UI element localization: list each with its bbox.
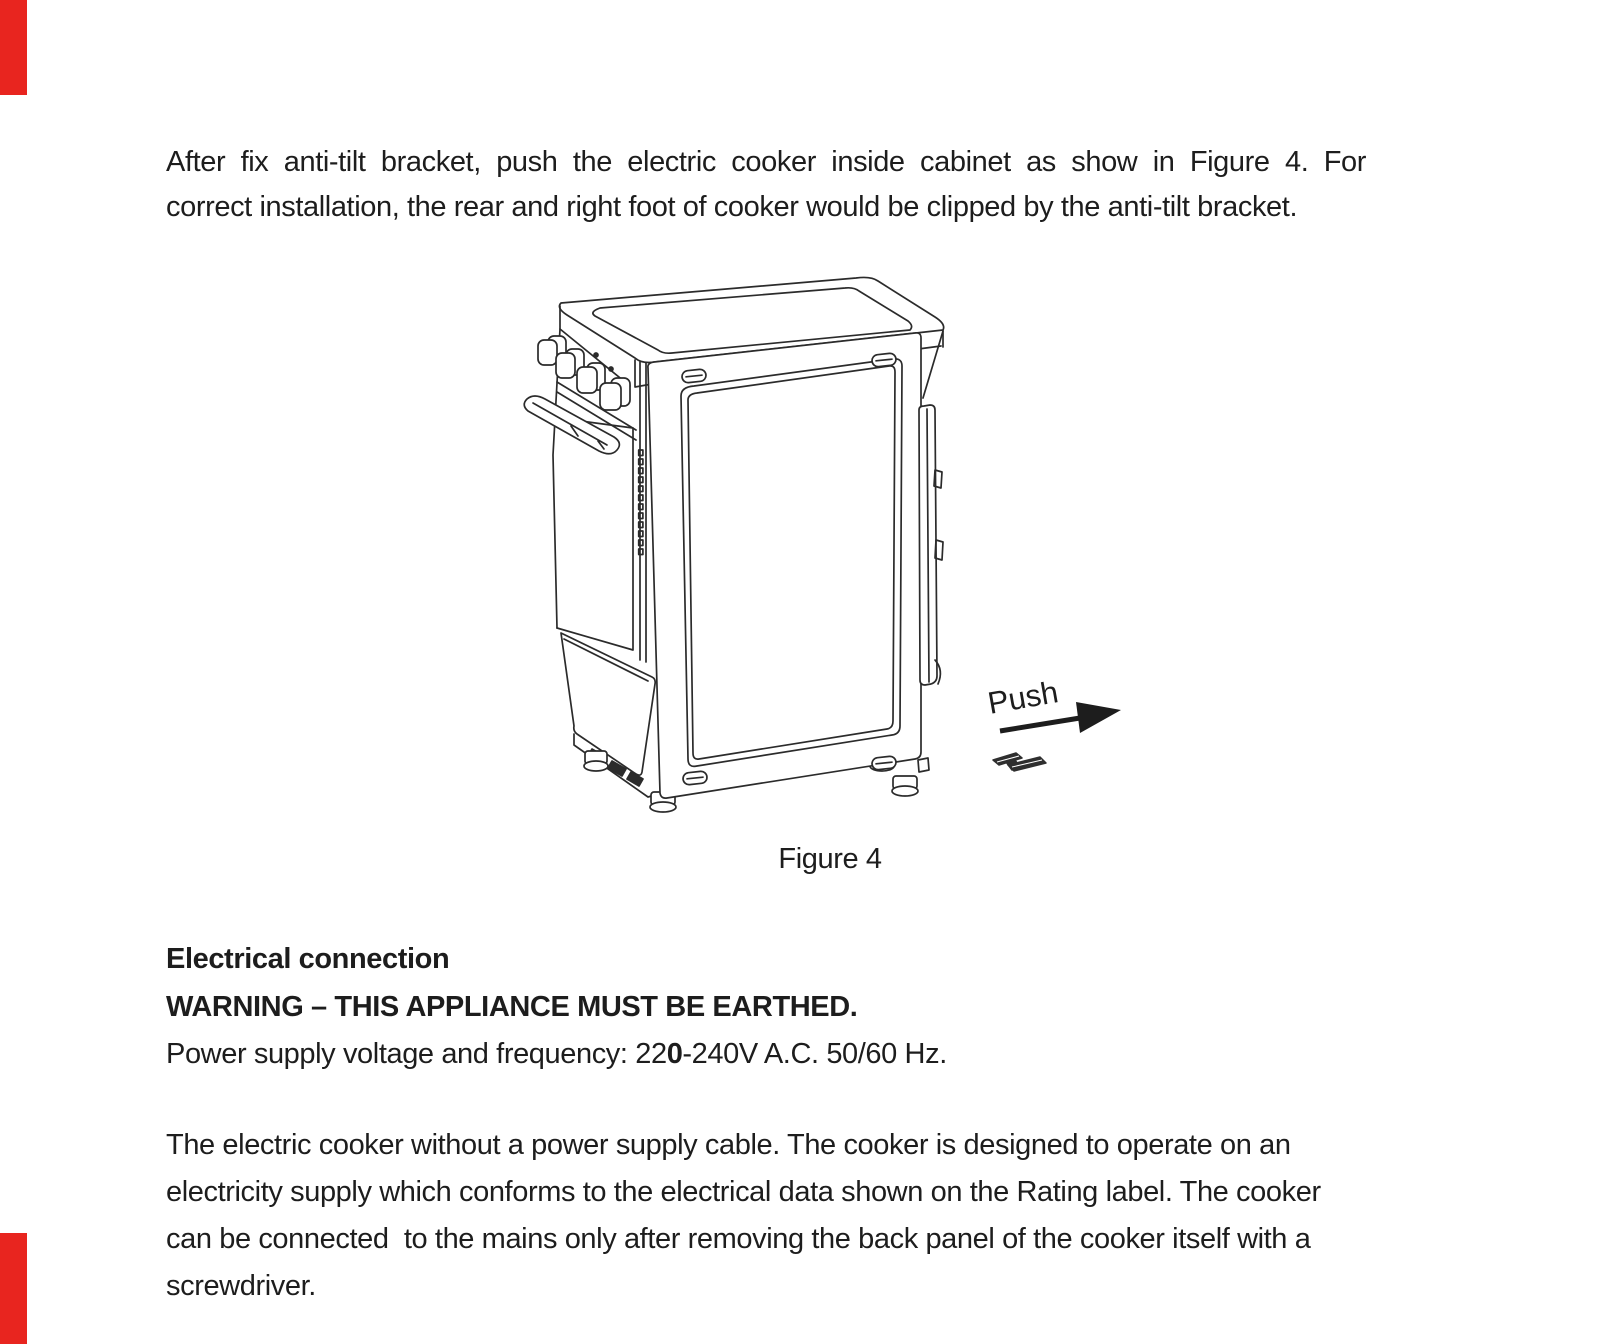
power-supply-line xyxy=(166,1031,947,1079)
push-arrow-shaft xyxy=(1000,718,1080,731)
panel-dot xyxy=(594,353,598,357)
storage-drawer xyxy=(561,633,655,775)
cooker-illustration xyxy=(524,277,943,812)
oven-door-outline xyxy=(557,418,633,650)
body-line-4: screwdriver. xyxy=(166,1270,316,1302)
body-paragraph xyxy=(166,1122,1321,1310)
front-corner-strip xyxy=(640,362,646,662)
body-line-3: can be connected to the mains only after removing the back panel of the cooker itself with a xyxy=(166,1223,1311,1255)
section-heading: Electrical connection xyxy=(166,943,450,975)
intro-line-2: correct installation, the rear and right foot of cooker would be clipped by the anti-tilt bracket. xyxy=(166,191,1298,223)
figure-caption: Figure 4 xyxy=(778,843,882,875)
power-suffix: -240V A.C. 50/60 Hz. xyxy=(682,1038,947,1070)
power-prefix: Power supply voltage and frequency: 22 xyxy=(166,1038,667,1070)
power-bold-digit: 0 xyxy=(666,1038,683,1070)
panel-dot xyxy=(609,367,613,371)
push-arrow-head xyxy=(1076,702,1121,733)
intro-line-1: After fix anti-tilt bracket, push the electric cooker inside cabinet as show in Figure 4. For xyxy=(166,146,1366,178)
push-annotation xyxy=(985,674,1121,733)
push-label: Push xyxy=(985,674,1061,721)
anti-tilt-bracket-icon xyxy=(993,753,1046,771)
body-line-1: The electric cooker without a power supply cable. The cooker is designed to operate on an xyxy=(166,1129,1291,1161)
body-line-2: electricity supply which conforms to the electrical data shown on the Rating label. The cooker xyxy=(166,1176,1321,1208)
electrical-section xyxy=(166,936,947,1079)
warning-text: WARNING – THIS APPLIANCE MUST BE EARTHED. xyxy=(166,990,858,1023)
